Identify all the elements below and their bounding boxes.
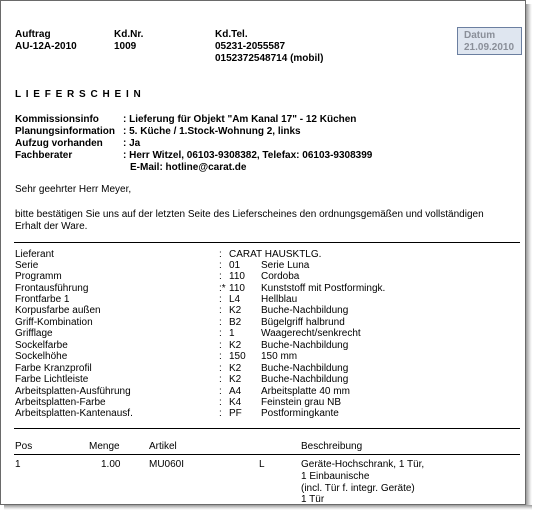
spec-colon: :: [219, 351, 222, 362]
page-shadow-bottom: [4, 505, 532, 510]
fachberater-email: E-Mail: hotline@carat.de: [130, 162, 247, 173]
spec-code: 1: [229, 328, 235, 339]
spec-code: CARAT HAUSKTLG.: [229, 249, 322, 260]
auftrag-label: Auftrag: [15, 29, 51, 40]
fachberater-label: Fachberater: [15, 150, 73, 161]
spec-label: Farbe Lichtleiste: [15, 374, 89, 385]
col-header-pos: Pos: [15, 441, 33, 452]
col-header-menge: Menge: [89, 441, 120, 452]
letter-body-line1: bitte bestätigen Sie uns auf der letzten Seite des Lieferscheines den ordnungsgemäßen und vollständigen: [15, 209, 484, 220]
divider: [14, 428, 520, 429]
divider: [14, 242, 520, 243]
spec-desc: Feinstein grau NB: [261, 397, 342, 408]
spec-colon: :: [219, 294, 222, 305]
spec-desc: Buche-Nachbildung: [261, 305, 349, 316]
kdtel-mobile: 0152372548714 (mobil): [215, 53, 324, 64]
spec-colon: :: [219, 249, 222, 260]
spec-row: [1, 408, 527, 420]
spec-label: Sockelhöhe: [15, 351, 68, 362]
row-artikel: MU060I: [149, 459, 185, 470]
spec-label: Griff-Kombination: [15, 317, 93, 328]
spec-code: PF: [229, 408, 242, 419]
fachberater-value: : Herr Witzel, 06103-9308382, Telefax: 06103-9308399: [123, 150, 373, 161]
datum-value: 21.09.2010: [464, 42, 515, 53]
datum-label: Datum: [464, 30, 496, 41]
auftrag-value: AU-12A-2010: [15, 41, 77, 52]
spec-colon: :: [219, 340, 222, 351]
planung-label: Planungsinformation: [15, 126, 115, 137]
spec-code: L4: [229, 294, 241, 305]
spec-desc: Arbeitsplatte 40 mm: [261, 386, 350, 397]
spec-row: [1, 328, 527, 340]
spec-desc: Kunststoff mit Postformingk.: [261, 283, 386, 294]
spec-colon: :: [219, 328, 222, 339]
spec-desc: Bügelgriff halbrund: [261, 317, 345, 328]
col-header-artikel: Artikel: [149, 441, 177, 452]
aufzug-label: Aufzug vorhanden: [15, 138, 103, 149]
kdtel-label: Kd.Tel.: [215, 29, 248, 40]
kdnr-value: 1009: [114, 41, 137, 52]
spec-code: 110: [229, 283, 245, 294]
table-header-divider: [14, 454, 520, 455]
spec-code: K2: [229, 363, 242, 374]
spec-desc: Hellblau: [261, 294, 298, 305]
spec-code: K2: [229, 305, 242, 316]
col-header-beschreibung: Beschreibung: [301, 441, 363, 452]
spec-desc: Serie Luna: [261, 260, 310, 271]
spec-colon: :: [219, 305, 222, 316]
row-menge: 1.00: [101, 459, 121, 470]
row-desc-line: 1 Tür: [301, 494, 325, 505]
spec-label: Frontausführung: [15, 283, 89, 294]
kommission-label: Kommissionsinfo: [15, 114, 99, 125]
date-box: [457, 27, 522, 55]
spec-row: [1, 351, 527, 363]
letter-body-line2: Erhalt der Ware.: [15, 221, 88, 232]
spec-row: [1, 271, 527, 283]
spec-desc: Postformingkante: [261, 408, 339, 419]
spec-code: 110: [229, 271, 245, 282]
spec-colon: :: [219, 271, 222, 282]
spec-label: Programm: [15, 271, 62, 282]
spec-colon: :: [219, 386, 222, 397]
spec-colon: :: [219, 317, 222, 328]
row-desc-line: Geräte-Hochschrank, 1 Tür,: [301, 459, 425, 470]
spec-label: Frontfarbe 1: [15, 294, 70, 305]
spec-code: K2: [229, 374, 242, 385]
page-shadow-right: [526, 4, 532, 507]
spec-label: Grifflage: [15, 328, 53, 339]
spec-code: K4: [229, 397, 242, 408]
spec-label: Farbe Kranzprofil: [15, 363, 92, 374]
document-title: L I E F E R S C H E I N: [15, 89, 142, 100]
spec-label: Arbeitsplatten-Ausführung: [15, 386, 131, 397]
spec-colon: :: [219, 363, 222, 374]
spec-label: Sockelfarbe: [15, 340, 68, 351]
spec-label: Lieferant: [15, 249, 54, 260]
spec-code: K2: [229, 340, 242, 351]
spec-label: Arbeitsplatten-Farbe: [15, 397, 106, 408]
spec-code: 150: [229, 351, 246, 362]
spec-desc: Buche-Nachbildung: [261, 363, 349, 374]
row-desc-line: (incl. Tür f. integr. Geräte): [301, 483, 415, 494]
row-pos: 1: [15, 459, 21, 470]
spec-row: [1, 305, 527, 317]
spec-colon: :: [219, 374, 222, 385]
row-desc-line: 1 Einbaunische: [301, 471, 370, 482]
planung-value: : 5. Küche / 1.Stock-Wohnung 2, links: [123, 126, 301, 137]
spec-desc: Buche-Nachbildung: [261, 340, 349, 351]
kdtel-value: 05231-2055587: [215, 41, 286, 52]
spec-colon: :: [219, 397, 222, 408]
spec-desc: Buche-Nachbildung: [261, 374, 349, 385]
spec-desc: Waagerecht/senkrecht: [261, 328, 361, 339]
spec-row: [1, 374, 527, 386]
spec-label: Arbeitsplatten-Kantenausf.: [15, 408, 133, 419]
kdnr-label: Kd.Nr.: [114, 29, 144, 40]
spec-desc: 150 mm: [261, 351, 298, 362]
spec-colon: :: [219, 260, 222, 271]
spec-code: 01: [229, 260, 241, 271]
kommission-value: : Lieferung für Objekt "Am Kanal 17" - 12 Küchen: [123, 114, 357, 125]
row-flag: L: [259, 459, 265, 470]
spec-colon: :*: [219, 283, 226, 294]
aufzug-value: : Ja: [123, 138, 141, 149]
spec-desc: Cordoba: [261, 271, 300, 282]
spec-label: Korpusfarbe außen: [15, 305, 101, 316]
spec-label: Serie: [15, 260, 39, 271]
spec-code: B2: [229, 317, 242, 328]
greeting: Sehr geehrter Herr Meyer,: [15, 184, 132, 195]
spec-code: A4: [229, 386, 242, 397]
spec-colon: :: [219, 408, 222, 419]
